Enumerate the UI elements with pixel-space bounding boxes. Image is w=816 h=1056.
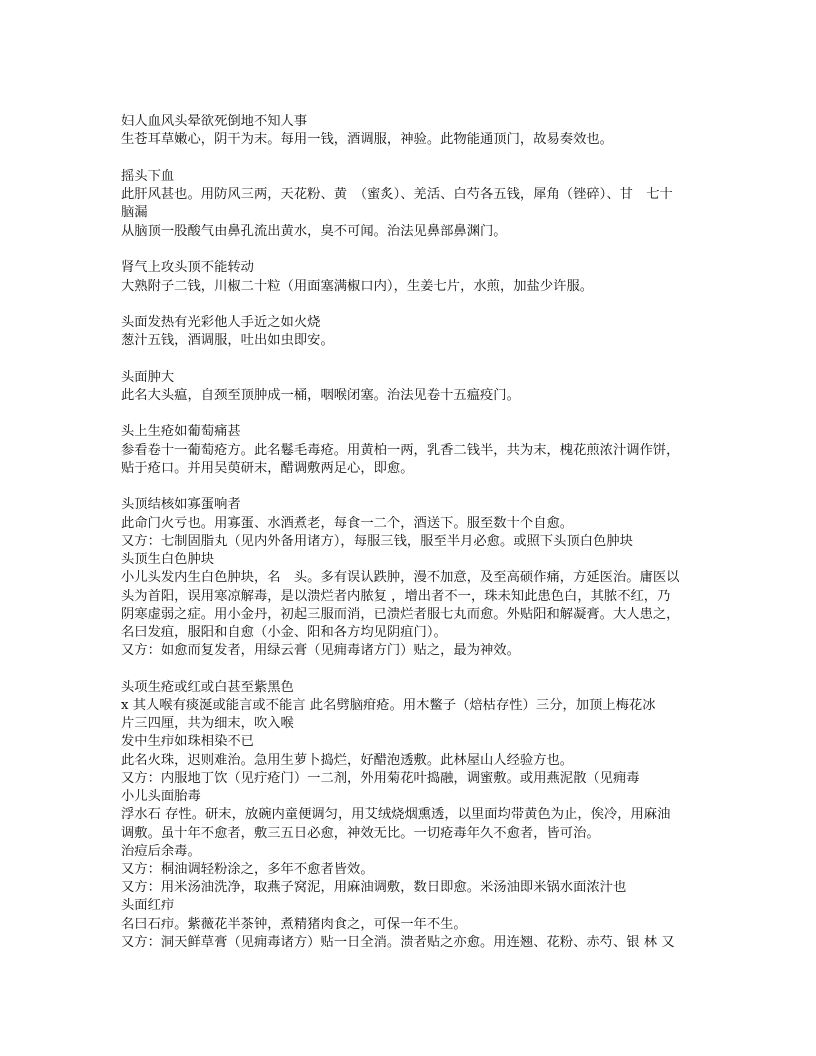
heading: 头顶生白色肿块 xyxy=(121,552,215,567)
paragraph-line: 此名大头瘟，自颈至顶肿成一桶，咽喉闭塞。治法见卷十五瘟疫门。 xyxy=(121,388,520,403)
paragraph-line: 又方：内服地丁饮（见疔疮门）一二剂，外用菊花叶捣融，调蜜敷。或用燕泥散（见痈毒 xyxy=(121,771,640,786)
heading: 妇人血风头晕欲死倒地不知人事 xyxy=(121,114,308,129)
paragraph-line: 又方：桐油调轻粉涂之，多年不愈者皆效。 xyxy=(121,862,374,877)
paragraph-line: 此肝风甚也。用防风三两，天花粉、黄 （蜜炙）、羌活、白芍各五钱，犀角（锉碎）、甘 七十 xyxy=(121,187,673,202)
paragraph-line: 又方：七制固脂丸（见内外备用诸方），每服三钱，服至半月必愈。或照下头顶白色肿块 xyxy=(121,534,633,549)
paragraph-line: 又方：洞天鲜草膏（见痈毒诸方）贴一日全消。溃者贴之亦愈。用连翘、花粉、赤芍、银 林 又 xyxy=(121,935,675,950)
paragraph-line: 调敷。虽十年不愈者，敷三五日必愈，神效无比。一切疮毒年久不愈者，皆可治。 xyxy=(121,826,600,841)
paragraph-line: 浮水石 存性。研末，放碗内童便调匀，用艾绒烧烟熏透，以里面均带黄色为止，俟冷，用麻油 xyxy=(121,807,671,822)
paragraph-line: 生苍耳草嫩心，阴干为末。每用一钱，酒调服，神验。此物能通顶门，故易奏效也。 xyxy=(121,132,613,147)
paragraph-line: 名曰发疽，服阳和自愈（小金、阳和各方均见阴疽门）。 xyxy=(121,625,447,640)
paragraph-line: 头为首阳，误用寒凉解毒，是以溃烂者内脓复 ，增出者不一，珠未知此患色白，其脓不红，乃 xyxy=(121,589,671,604)
heading: 头面肿大 xyxy=(121,370,175,385)
heading: 肾气上攻头顶不能转动 xyxy=(121,260,254,275)
heading: 发中生疖如珠相染不已 xyxy=(121,734,254,749)
heading: 头面红疖 xyxy=(121,898,175,913)
paragraph-line: 名曰石疖。紫薇花半茶钟，煮精猪肉食之，可保一年不生。 xyxy=(121,917,467,932)
heading: 头顶结核如寡蛋响者 xyxy=(121,497,241,512)
paragraph-line: 此名火珠，迟则难治。急用生萝卜捣烂，好醋泡透敷。此林屋山人经验方也。 xyxy=(121,753,574,768)
paragraph-line: 治痘后余毒。 xyxy=(121,844,201,859)
paragraph-line: 脑漏 xyxy=(121,205,148,220)
heading: 头项生疮或红或白甚至紫黑色 xyxy=(121,680,294,695)
paragraph-line: 又方：如愈而复发者，用绿云膏（见痈毒诸方门）贴之，最为神效。 xyxy=(121,643,520,658)
heading: 摇头下血 xyxy=(121,169,175,184)
paragraph-line: 小儿头发内生白色肿块，名 头。多有误认跌肿，漫不加意，及至高硕作痛，方延医治。庸医以 xyxy=(121,570,680,585)
paragraph-line: 从脑顶一股酸气由鼻孔流出黄水，臭不可闻。治法见鼻部鼻渊门。 xyxy=(121,224,507,239)
paragraph-line: 片三四厘，共为细末，吹入喉 xyxy=(121,716,294,731)
heading: 头上生疮如葡萄痛甚 xyxy=(121,424,241,439)
paragraph-line: 又方：用米汤油洗净，取燕子窝泥，用麻油调敷，数日即愈。米汤油即米锅水面浓汁也 xyxy=(121,880,627,895)
heading: 小儿头面胎毒 xyxy=(121,789,201,804)
paragraph-line: x 其人喉有痰涎或能言或不能言 此名劈脑疳疮。用木鳖子（焙枯存性）三分，加顶上梅花冰 xyxy=(121,698,656,713)
paragraph-line: 此命门火亏也。用寡蛋、水酒煮老，每食一二个，酒送下。服至数十个自愈。 xyxy=(121,516,574,531)
heading: 头面发热有光彩他人手近之如火烧 xyxy=(121,315,321,330)
paragraph-line: 葱汁五钱，酒调服，吐出如虫即安。 xyxy=(121,333,334,348)
paragraph-line: 大熟附子二钱，川椒二十粒（用面塞满椒口内），生姜七片，水煎，加盐少许服。 xyxy=(121,279,594,294)
paragraph-line: 参看卷十一葡萄疮方。此名鬈毛毒疮。用黄柏一两，乳香二钱半，共为末，槐花煎浓汁调作饼， xyxy=(121,443,680,458)
paragraph-line: 贴于疮口。并用吴萸研末，醋调敷两足心，即愈。 xyxy=(121,461,414,476)
paragraph-line: 阴寒虚弱之症。用小金丹，初起三服而消，已溃烂者服七丸而愈。外贴阳和解凝膏。大人患之， xyxy=(121,607,680,622)
